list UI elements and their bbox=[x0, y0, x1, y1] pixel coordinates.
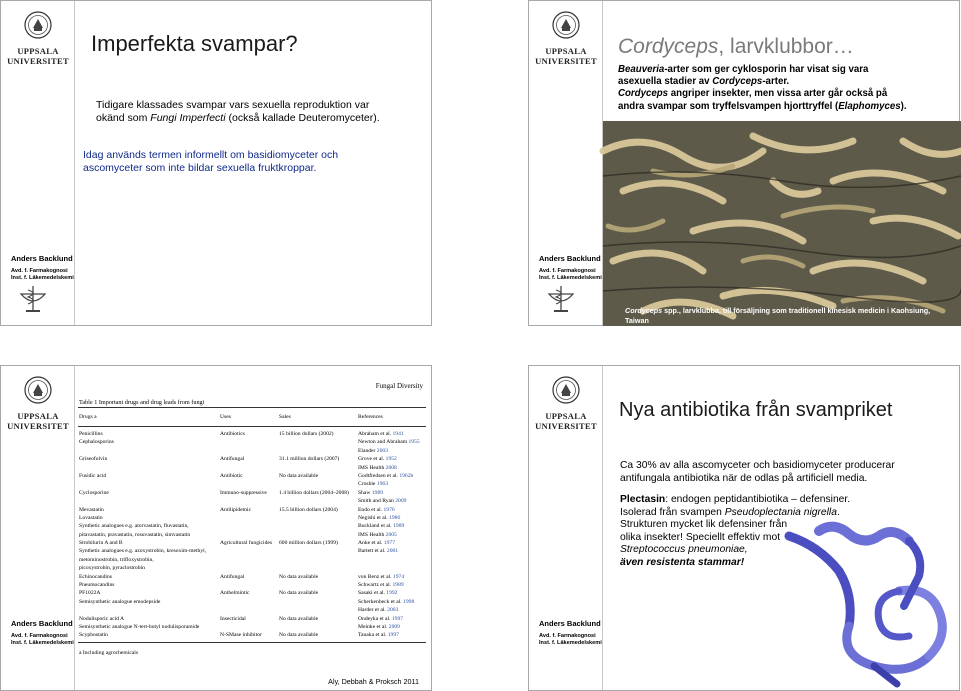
text-emphasis: Fungi Imperfecti bbox=[150, 112, 226, 124]
text-line bbox=[618, 64, 953, 76]
text-bold: Plectasin bbox=[620, 494, 666, 505]
reference-year: 1955 bbox=[408, 439, 420, 446]
drug-table bbox=[78, 407, 426, 647]
reference-year: 2003 bbox=[376, 447, 388, 454]
table-cell: Tanaka et al. 1997 bbox=[358, 632, 399, 639]
table-cell: Fusidic acid bbox=[79, 472, 107, 479]
table-cell: Agricultural fungicides bbox=[220, 540, 273, 547]
table-cell: Godtfredsen et al. 1962b bbox=[358, 472, 414, 479]
text-part: -arter. bbox=[762, 76, 790, 88]
reference-year: 1989 bbox=[393, 523, 405, 530]
table-cell: No data available bbox=[279, 632, 319, 639]
table-cell: picoxystrobin, pyraclostrobin bbox=[79, 565, 145, 572]
table-row bbox=[78, 438, 426, 446]
text-line bbox=[96, 112, 380, 125]
slide-title bbox=[618, 35, 854, 59]
uppsala-seal-icon bbox=[552, 376, 580, 404]
table-cell: Smith and Ryan 2009 bbox=[358, 498, 407, 505]
reference-year: 1997 bbox=[391, 615, 404, 622]
table-cell: Echinocandins bbox=[79, 573, 112, 580]
table-cell: Synthetic analogues e.g. azoxystrobin, kresoxim-methyl, bbox=[79, 548, 207, 555]
cordyceps-description bbox=[618, 64, 953, 113]
text-part: Isolerad från svampen bbox=[620, 506, 725, 518]
table-cell: Buckland et al. 1989 bbox=[358, 523, 405, 530]
reference-year: 2003 bbox=[387, 607, 399, 614]
plectasin-paragraph bbox=[620, 494, 850, 569]
text-line bbox=[620, 494, 850, 507]
text-line bbox=[618, 101, 953, 113]
table-cell: Antifungal bbox=[220, 573, 245, 580]
text-part: . bbox=[836, 506, 840, 518]
table-row bbox=[78, 581, 426, 589]
antibiotics-paragraph bbox=[620, 460, 895, 485]
text-part: : endogen peptidantibiotika – defensiner. bbox=[665, 494, 851, 505]
slide-cordyceps bbox=[528, 0, 960, 335]
text-line: Streptococcus pneumoniae, bbox=[620, 544, 748, 555]
text-line: antifungala antibiotika när de odlas på artificiell media. bbox=[620, 472, 868, 484]
author-dept-1: Avd. f. Farmakognosi bbox=[539, 268, 596, 274]
reference-year: 1992 bbox=[386, 590, 398, 597]
table-cell: Penicillins bbox=[79, 431, 103, 437]
photo-caption bbox=[625, 306, 955, 336]
university-name-2: UNIVERSITET bbox=[7, 55, 69, 66]
table-cell: IMS Health 2005 bbox=[358, 531, 397, 538]
table-cell: Harder et al. 2003 bbox=[358, 607, 399, 614]
table-cell: Schwartz et al. 1989 bbox=[358, 582, 404, 589]
slide-sidebar bbox=[1, 1, 75, 325]
table-cell: Synthetic analogues e.g. atorvastatin, fluvastatin, bbox=[79, 523, 189, 530]
text-line: Idag används termen informellt om basidiomyceter och bbox=[83, 149, 339, 161]
table-cell: Semisynthetic analogue N-tert-butyl nodulisporamide bbox=[79, 623, 200, 630]
table-cell: Anthelmintic bbox=[220, 590, 250, 597]
text-part: (också kallade Deuteromyceter). bbox=[225, 112, 380, 124]
table-cell: Ondeyka et al. 1997 bbox=[358, 615, 404, 622]
author-dept-1: Avd. f. Farmakognosi bbox=[11, 633, 68, 639]
table-cell: Newton and Abraham 1955 bbox=[358, 439, 420, 446]
table-cell: Antibiotics bbox=[220, 431, 245, 437]
uppsala-seal-icon bbox=[24, 11, 52, 39]
uppsala-seal-icon bbox=[24, 376, 52, 404]
table-header bbox=[78, 408, 426, 427]
table-caption: Table 1 Important drugs and drug leads from fungi bbox=[79, 399, 205, 406]
table-cell: 31.1 million dollars (2007) bbox=[279, 456, 340, 463]
table-cell: Sasaki et al. 1992 bbox=[358, 590, 398, 597]
table-cell: No data available bbox=[279, 590, 319, 597]
table-cell: Elander 2003 bbox=[358, 447, 388, 454]
table-row bbox=[78, 522, 426, 530]
slide-sidebar bbox=[529, 366, 603, 690]
table-row bbox=[78, 589, 426, 597]
cordyceps-larvae-image bbox=[603, 121, 961, 326]
slide-drug-table bbox=[0, 365, 432, 691]
table-footnote: a Including agrochemicals bbox=[79, 650, 139, 656]
table-row bbox=[78, 447, 426, 455]
reference-year: 1977 bbox=[383, 540, 395, 547]
reference-year: 1998 bbox=[403, 598, 415, 605]
table-cell: No data available bbox=[279, 573, 319, 580]
citation: Aly, Debbah & Proksch 2011 bbox=[328, 677, 419, 686]
table-cell: Crosbie 1963 bbox=[358, 481, 388, 488]
table-row bbox=[78, 464, 426, 472]
table-cell: pitavastatin, pravastatin, rosuvastatin, simvastatin bbox=[79, 531, 191, 538]
slide-title: Imperfekta svampar? bbox=[91, 31, 298, 56]
table-rule bbox=[78, 642, 426, 647]
reference-year: 1989 bbox=[392, 582, 404, 589]
table-row bbox=[78, 564, 426, 572]
table-cell: Scherkenbeck et al. 1998 bbox=[358, 598, 415, 605]
table-cell: Negishi et al. 1986 bbox=[358, 514, 401, 521]
university-name-2: UNIVERSITET bbox=[7, 420, 69, 431]
table-cell: von Benz et al. 1974 bbox=[358, 573, 405, 580]
reference-year: 1941 bbox=[392, 431, 404, 437]
reference-year: 1997 bbox=[387, 632, 399, 639]
pharmacy-bowl-snake-icon bbox=[541, 284, 581, 314]
author-name: Anders Backlund bbox=[539, 254, 601, 263]
table-cell: Antibiotic bbox=[220, 472, 243, 479]
table-cell: Abraham et al. 1941 bbox=[358, 431, 404, 437]
table-cell: Meinke et al. 2009 bbox=[358, 623, 400, 630]
text-line: olika insekter! Speciellt effektiv mot bbox=[620, 531, 781, 543]
university-name-2: UNIVERSITET bbox=[535, 420, 597, 431]
reference-year: 1963 bbox=[376, 481, 388, 488]
cordyceps-photo bbox=[603, 121, 961, 326]
caption-line-1 bbox=[625, 306, 955, 326]
uppsala-seal-icon bbox=[552, 11, 580, 39]
author-dept-2: Inst. f. Läkemedelskemi bbox=[11, 640, 74, 646]
reference-year: 2009 bbox=[388, 623, 400, 630]
university-name-1: UPPSALA bbox=[545, 46, 587, 56]
table-row bbox=[78, 472, 426, 480]
table-cell: Antifungal bbox=[220, 456, 245, 463]
text-line: Ca 30% av alla ascomyceter och basidiomyceter producerar bbox=[620, 460, 895, 471]
text-part: angriper insekter, men vissa arter går också på bbox=[668, 88, 888, 100]
table-row bbox=[78, 430, 426, 438]
text-line: ascomyceter som inte bildar sexuella fruktkroppar. bbox=[83, 162, 317, 174]
table-row bbox=[78, 598, 426, 606]
column-header: Drugs a bbox=[79, 414, 97, 420]
table-row bbox=[78, 480, 426, 488]
table-row bbox=[78, 573, 426, 581]
table-cell: PF1022A bbox=[79, 590, 101, 597]
text-emphasis: Cordyceps bbox=[618, 88, 669, 100]
pharmacy-bowl-snake-icon bbox=[13, 284, 53, 314]
table-cell: Bartett et al. 2001 bbox=[358, 548, 399, 555]
university-name-1: UPPSALA bbox=[17, 411, 59, 421]
reference-year: 1989 bbox=[371, 489, 384, 496]
table-cell: IMS Health 2008 bbox=[358, 464, 397, 471]
second-paragraph bbox=[83, 149, 338, 175]
caption-emphasis: Cordyceps bbox=[625, 306, 663, 315]
table-row bbox=[78, 497, 426, 505]
table-body bbox=[78, 430, 426, 640]
table-cell: 15.5 billion dollars (2004) bbox=[279, 506, 338, 513]
table-row bbox=[78, 556, 426, 564]
text-line bbox=[618, 88, 953, 100]
table-cell: Insecticidal bbox=[220, 615, 246, 622]
university-name-1: UPPSALA bbox=[545, 411, 587, 421]
author-dept-2: Inst. f. Läkemedelskemi bbox=[539, 640, 602, 646]
reference-year: 1962b bbox=[399, 472, 414, 479]
table-cell: N-SMase inhibitor bbox=[220, 632, 262, 639]
text-emphasis: Pseudoplectania nigrella bbox=[724, 506, 837, 518]
table-cell: Cyclosporine bbox=[79, 489, 109, 496]
university-name-2: UNIVERSITET bbox=[535, 55, 597, 66]
author-name: Anders Backlund bbox=[11, 254, 73, 263]
table-cell: Grove et al. 1952 bbox=[358, 456, 397, 463]
table-row bbox=[78, 489, 426, 497]
table-cell: Cephalosporins bbox=[79, 439, 114, 446]
author-dept-2: Inst. f. Läkemedelskemi bbox=[539, 275, 602, 281]
table-cell: Anke et al. 1977 bbox=[358, 540, 395, 547]
table-cell: Semisynthetic analogue emodepside bbox=[79, 598, 161, 605]
text-part: -arter som ger cyklosporin har visat sig vara bbox=[664, 64, 869, 75]
table-cell: Mevastatin bbox=[79, 506, 104, 513]
reference-year: 1974 bbox=[392, 573, 405, 580]
table-row bbox=[78, 547, 426, 555]
author-name: Anders Backlund bbox=[11, 619, 73, 628]
university-logo bbox=[533, 376, 599, 431]
text-part: asexuella stadier av bbox=[618, 76, 713, 88]
table-row bbox=[78, 539, 426, 547]
table-row bbox=[78, 623, 426, 631]
journal-header: Fungal Diversity bbox=[375, 382, 423, 390]
table-row bbox=[78, 506, 426, 514]
university-logo bbox=[5, 376, 71, 431]
author-dept-1: Avd. f. Farmakognosi bbox=[11, 268, 68, 274]
reference-year: 1976 bbox=[383, 506, 395, 513]
text-part: ). bbox=[900, 100, 907, 112]
table-cell: Pneumocandins bbox=[79, 582, 115, 589]
reference-year: 2008 bbox=[385, 464, 397, 471]
table-cell: Shaw 1989 bbox=[358, 489, 384, 496]
column-header: Sales bbox=[279, 414, 291, 420]
column-header: Uses bbox=[220, 414, 231, 420]
text-part: okänd som bbox=[96, 112, 151, 124]
table-cell: No data available bbox=[279, 615, 319, 622]
reference-year: 2009 bbox=[395, 498, 407, 505]
author-dept-1: Avd. f. Farmakognosi bbox=[539, 633, 596, 639]
table-cell: 1.4 billion dollars (2004–2008) bbox=[279, 489, 349, 496]
author-dept-2: Inst. f. Läkemedelskemi bbox=[11, 275, 74, 281]
table-row bbox=[78, 531, 426, 539]
table-row bbox=[78, 455, 426, 463]
slide-sidebar bbox=[529, 1, 603, 325]
author-name: Anders Backlund bbox=[539, 619, 601, 628]
reference-year: 1952 bbox=[385, 456, 397, 463]
text-emphasis: Elaphomyces bbox=[838, 100, 901, 112]
text-emphasis: Cordyceps bbox=[712, 76, 763, 88]
table-row bbox=[78, 615, 426, 623]
university-logo bbox=[533, 11, 599, 66]
caption-line-2: Foto av Anders Backlund ©2009 bbox=[845, 326, 955, 335]
text-line: Strukturen mycket lik defensiner från bbox=[620, 519, 788, 530]
text-emphasis: Beauveria bbox=[618, 64, 665, 75]
reference-year: 2005 bbox=[385, 531, 397, 538]
text-line: även resistenta stammar! bbox=[620, 556, 745, 568]
university-logo bbox=[5, 11, 71, 66]
table-cell: No data available bbox=[279, 472, 319, 479]
table-cell: Antilipidemic bbox=[220, 506, 252, 513]
table-cell: Endo et al. 1976 bbox=[358, 506, 395, 513]
caption-text: spp., larvklubba, till försäljning som traditionell kinesisk medicin i Kaohsiung, Taiwan bbox=[625, 306, 931, 325]
text-part: andra svampar som tryffelsvampen hjorttryffel ( bbox=[618, 100, 839, 112]
text-line: Tidigare klassades svampar vars sexuella reproduktion var bbox=[96, 99, 370, 111]
slide-sidebar bbox=[1, 366, 75, 690]
university-name-1: UPPSALA bbox=[17, 46, 59, 56]
table-cell: metominostrobin, trifloxystrobin, bbox=[79, 556, 154, 563]
title-rest: , larvklubbor… bbox=[718, 35, 854, 58]
table-cell: Scyphostatin bbox=[79, 632, 108, 639]
title-emphasis: Cordyceps bbox=[618, 35, 719, 58]
column-header: References bbox=[358, 414, 383, 420]
text-line bbox=[620, 507, 850, 520]
text-line bbox=[618, 76, 953, 88]
intro-paragraph bbox=[96, 99, 380, 125]
table-cell: Nodulisporic acid A bbox=[79, 615, 125, 622]
reference-year: 2001 bbox=[386, 548, 399, 555]
table-cell: Strobilurin A and B bbox=[79, 540, 123, 547]
table-cell: Immuno-suppressive bbox=[220, 489, 267, 496]
table-cell: Griseofulvin bbox=[79, 456, 108, 463]
table-row bbox=[78, 514, 426, 522]
reference-year: 1986 bbox=[389, 514, 401, 521]
table-cell: 600 million dollars (1999) bbox=[279, 540, 338, 547]
table-row bbox=[78, 631, 426, 639]
table-cell: Lovastatin bbox=[79, 514, 103, 521]
table-cell: 15 billion dollars (2002) bbox=[279, 431, 334, 437]
slide-imperfekta bbox=[0, 0, 432, 326]
table-row bbox=[78, 606, 426, 614]
slide-title: Nya antibiotika från svampriket bbox=[619, 399, 893, 421]
slide-new-antibiotics bbox=[528, 365, 960, 691]
